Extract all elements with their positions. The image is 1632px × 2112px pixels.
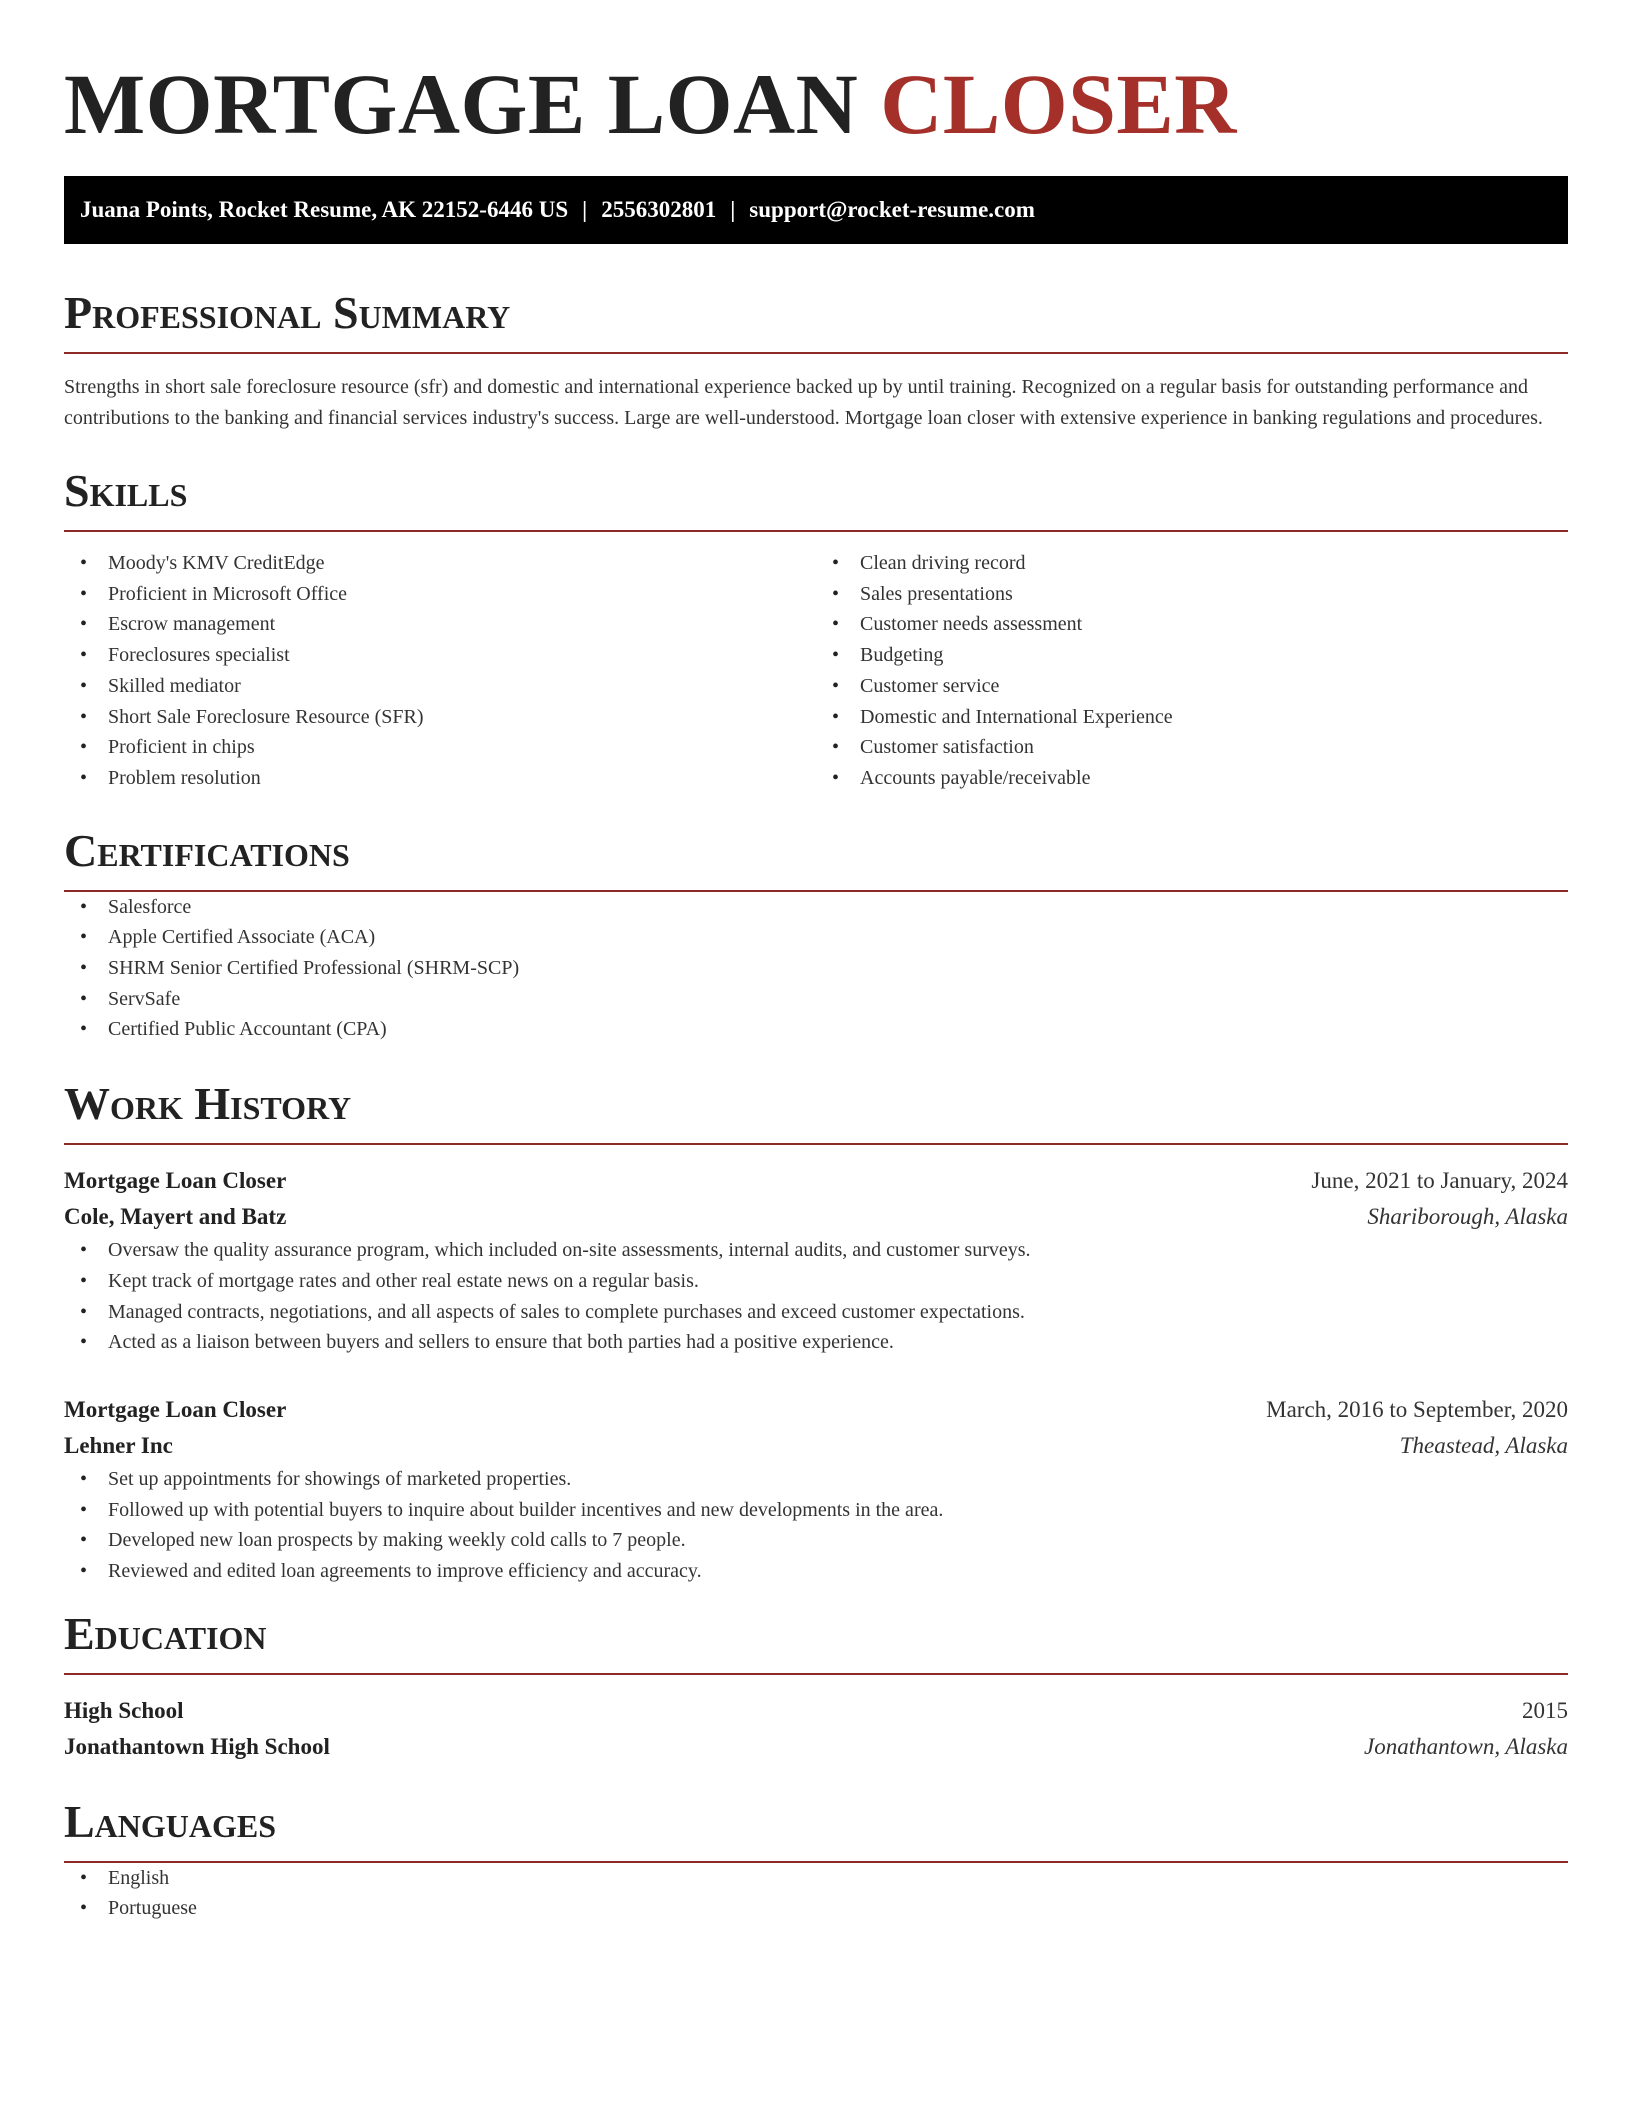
skill-item: • Escrow management (64, 609, 816, 640)
certification-item: • SHRM Senior Certified Professional (SHRM-SCP) (64, 953, 1568, 984)
contact-separator: | (730, 197, 736, 222)
skills-list-right (816, 548, 1568, 794)
education-year: 2015 (1522, 1697, 1568, 1723)
education-school: Jonathantown High School (64, 1733, 330, 1759)
education-degree-row (64, 1693, 1568, 1729)
skill-item: • Accounts payable/receivable (816, 763, 1568, 794)
title-main: MORTGAGE LOAN (64, 56, 859, 152)
title-accent: CLOSER (880, 56, 1237, 152)
skill-item: • Proficient in chips (64, 732, 816, 763)
job-bullet: • Developed new loan prospects by making weekly cold calls to 7 people. (64, 1525, 1568, 1556)
summary-section (64, 286, 1568, 434)
job-entry (64, 1163, 1568, 1358)
certifications-list (64, 892, 1568, 1046)
job-dates: March, 2016 to September, 2020 (1266, 1396, 1568, 1422)
job-bullet: • Oversaw the quality assurance program, which included on-site assessments, internal audits, and customer surveys. (64, 1235, 1568, 1266)
job-title-row (64, 1392, 1568, 1428)
resume-page (64, 0, 1568, 1924)
skill-item: • Customer needs assessment (816, 609, 1568, 640)
skill-item: • Proficient in Microsoft Office (64, 579, 816, 610)
job-bullet: • Followed up with potential buyers to inquire about builder incentives and new developments in the area. (64, 1495, 1568, 1526)
job-bullets (64, 1235, 1568, 1358)
languages-section (64, 1795, 1568, 1924)
education-location: Jonathantown, Alaska (1363, 1733, 1568, 1759)
certification-item: • Apple Certified Associate (ACA) (64, 922, 1568, 953)
work-history-section (64, 1077, 1568, 1587)
job-location: Theastead, Alaska (1399, 1432, 1568, 1458)
summary-text: Strengths in short sale foreclosure resource (sfr) and domestic and international experience backed up by until training. Recognized on a regular basis for outstanding performance and contributions to the banking and financial services industry's success. Large are well-understood. Mortgage loan closer with extensive experience in banking regulations and procedures. (64, 376, 1543, 429)
certification-item: • Certified Public Accountant (CPA) (64, 1014, 1568, 1045)
job-title: Mortgage Loan Closer (64, 1168, 287, 1194)
skill-item: • Skilled mediator (64, 671, 816, 702)
skill-item: • Customer service (816, 671, 1568, 702)
resume-title (64, 56, 1568, 152)
skills-list-left (64, 548, 816, 794)
certifications-heading: Certifications (64, 824, 1568, 892)
skills-heading: Skills (64, 464, 1568, 532)
contact-separator: | (582, 197, 588, 222)
skill-item: • Budgeting (816, 640, 1568, 671)
job-title: Mortgage Loan Closer (64, 1396, 287, 1422)
job-company: Lehner Inc (64, 1432, 173, 1458)
job-title-row (64, 1163, 1568, 1199)
skill-item: • Customer satisfaction (816, 732, 1568, 763)
job-bullet: • Reviewed and edited loan agreements to improve efficiency and accuracy. (64, 1556, 1568, 1587)
skills-columns (64, 548, 1568, 794)
contact-bar (64, 176, 1568, 244)
certification-item: • ServSafe (64, 984, 1568, 1015)
education-entry (64, 1693, 1568, 1765)
summary-heading: Professional Summary (64, 286, 1568, 354)
education-degree: High School (64, 1697, 184, 1723)
job-entry (64, 1392, 1568, 1587)
education-heading: Education (64, 1607, 1568, 1675)
job-bullet: • Managed contracts, negotiations, and all aspects of sales to complete purchases and exceed customer expectations. (64, 1297, 1568, 1328)
certification-item: • Salesforce (64, 892, 1568, 923)
job-company: Cole, Mayert and Batz (64, 1204, 287, 1230)
skill-item: • Short Sale Foreclosure Resource (SFR) (64, 702, 816, 733)
languages-heading: Languages (64, 1795, 1568, 1863)
job-dates: June, 2021 to January, 2024 (1311, 1168, 1568, 1194)
contact-phone: 2556302801 (601, 197, 717, 222)
education-school-row (64, 1729, 1568, 1765)
skill-item: • Problem resolution (64, 763, 816, 794)
skill-item: • Clean driving record (816, 548, 1568, 579)
job-bullet: • Set up appointments for showings of marketed properties. (64, 1464, 1568, 1495)
languages-list (64, 1863, 1568, 1924)
job-company-row (64, 1199, 1568, 1235)
education-section (64, 1607, 1568, 1765)
certifications-section (64, 824, 1568, 1046)
work-history-heading: Work History (64, 1077, 1568, 1145)
language-item: • Portuguese (64, 1893, 1568, 1924)
job-bullets (64, 1464, 1568, 1587)
contact-address: Juana Points, Rocket Resume, AK 22152-6446 US (80, 197, 569, 222)
job-bullet: • Kept track of mortgage rates and other real estate news on a regular basis. (64, 1266, 1568, 1297)
skills-section (64, 464, 1568, 794)
skill-item: • Domestic and International Experience (816, 702, 1568, 733)
contact-email: support@rocket-resume.com (749, 197, 1035, 222)
skill-item: • Foreclosures specialist (64, 640, 816, 671)
skill-item: • Moody's KMV CreditEdge (64, 548, 816, 579)
language-item: • English (64, 1863, 1568, 1894)
job-location: Shariborough, Alaska (1367, 1204, 1568, 1230)
job-bullet: • Acted as a liaison between buyers and sellers to ensure that both parties had a positive experience. (64, 1327, 1568, 1358)
skill-item: • Sales presentations (816, 579, 1568, 610)
job-company-row (64, 1428, 1568, 1464)
